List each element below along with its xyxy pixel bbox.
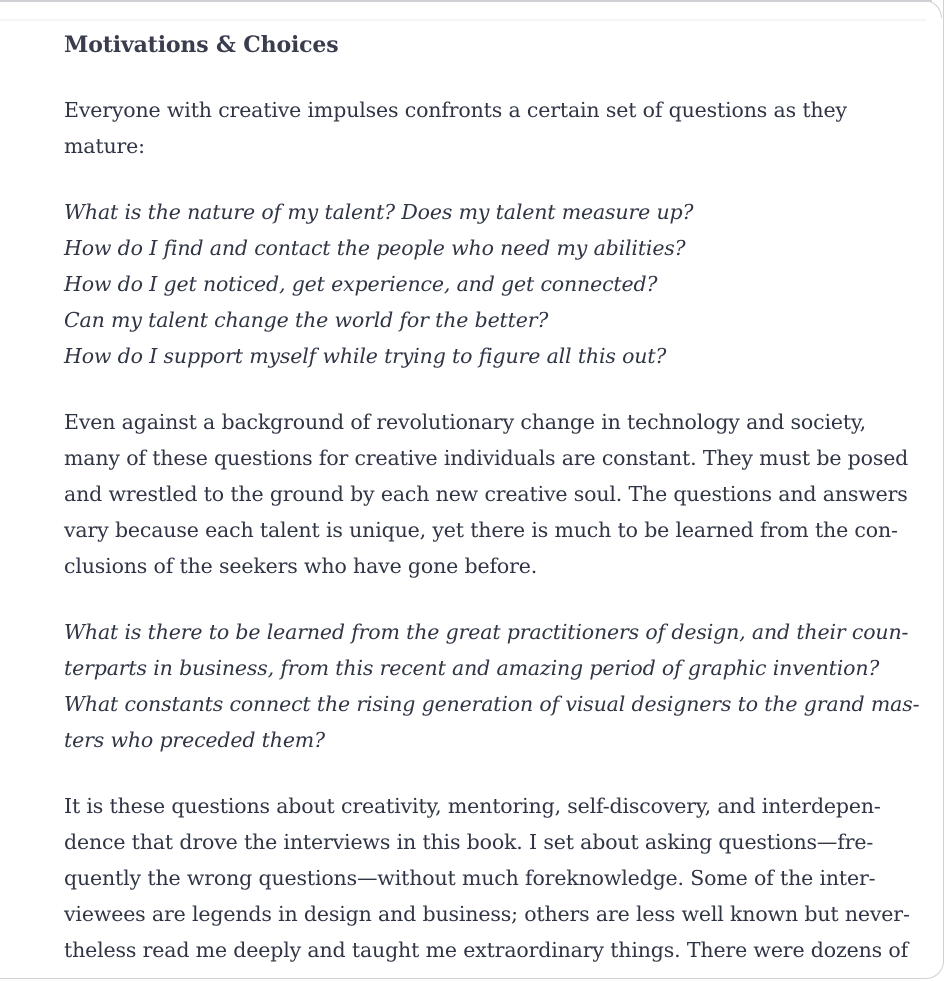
questions-list [64,194,874,374]
top-divider [0,0,932,2]
section-heading: Motivations & Choices [64,32,339,58]
text-line: many of these questions for creative individuals are constant. They must be posed [64,446,909,470]
question-line: What is the nature of my talent? Does my talent measure up? [64,200,694,224]
text-line: clusions of the seekers who have gone before. [64,554,538,578]
question-line: How do I support myself while trying to figure all this out? [64,344,667,368]
text-line: Everyone with creative impulses confronts a certain set of questions as they [64,98,847,122]
question-line: How do I find and contact the people who need my abilities? [64,236,686,260]
text-line: ters who preceded them? [64,728,325,752]
question-line: How do I get noticed, get experience, and get connected? [64,272,658,296]
text-line: dence that drove the interviews in this book. I set about asking questions—fre- [64,830,874,854]
text-line: terparts in business, from this recent and amazing period of graphic invention? [64,656,880,680]
text-line: What constants connect the rising generation of visual designers to the grand mas- [64,692,920,716]
text-line: quently the wrong questions—without much foreknowledge. Some of the inter- [64,866,876,890]
text-line: viewees are legends in design and business; others are less well known but never- [64,902,910,926]
page-corner [924,0,942,18]
paragraph-intro [64,92,874,164]
article-body [64,28,920,979]
text-line: vary because each talent is unique, yet there is much to be learned from the con- [64,518,898,542]
paragraph-constants [64,404,909,584]
text-line: Even against a background of revolutionary change in technology and society, [64,410,866,434]
text-line: What is there to be learned from the great practitioners of design, and their coun- [64,620,909,644]
paragraph-italic-questions [64,614,920,758]
header-shadow [0,19,926,22]
text-line: theless read me deeply and taught me extraordinary things. There were dozens of [64,938,909,962]
text-line: and wrestled to the ground by each new creative soul. The questions and answers [64,482,908,506]
question-line: Can my talent change the world for the better? [64,308,549,332]
text-line: It is these questions about creativity, mentoring, self-discovery, and interdepen- [64,794,881,818]
paragraph-interviews [64,788,910,968]
text-line: mature: [64,134,145,158]
